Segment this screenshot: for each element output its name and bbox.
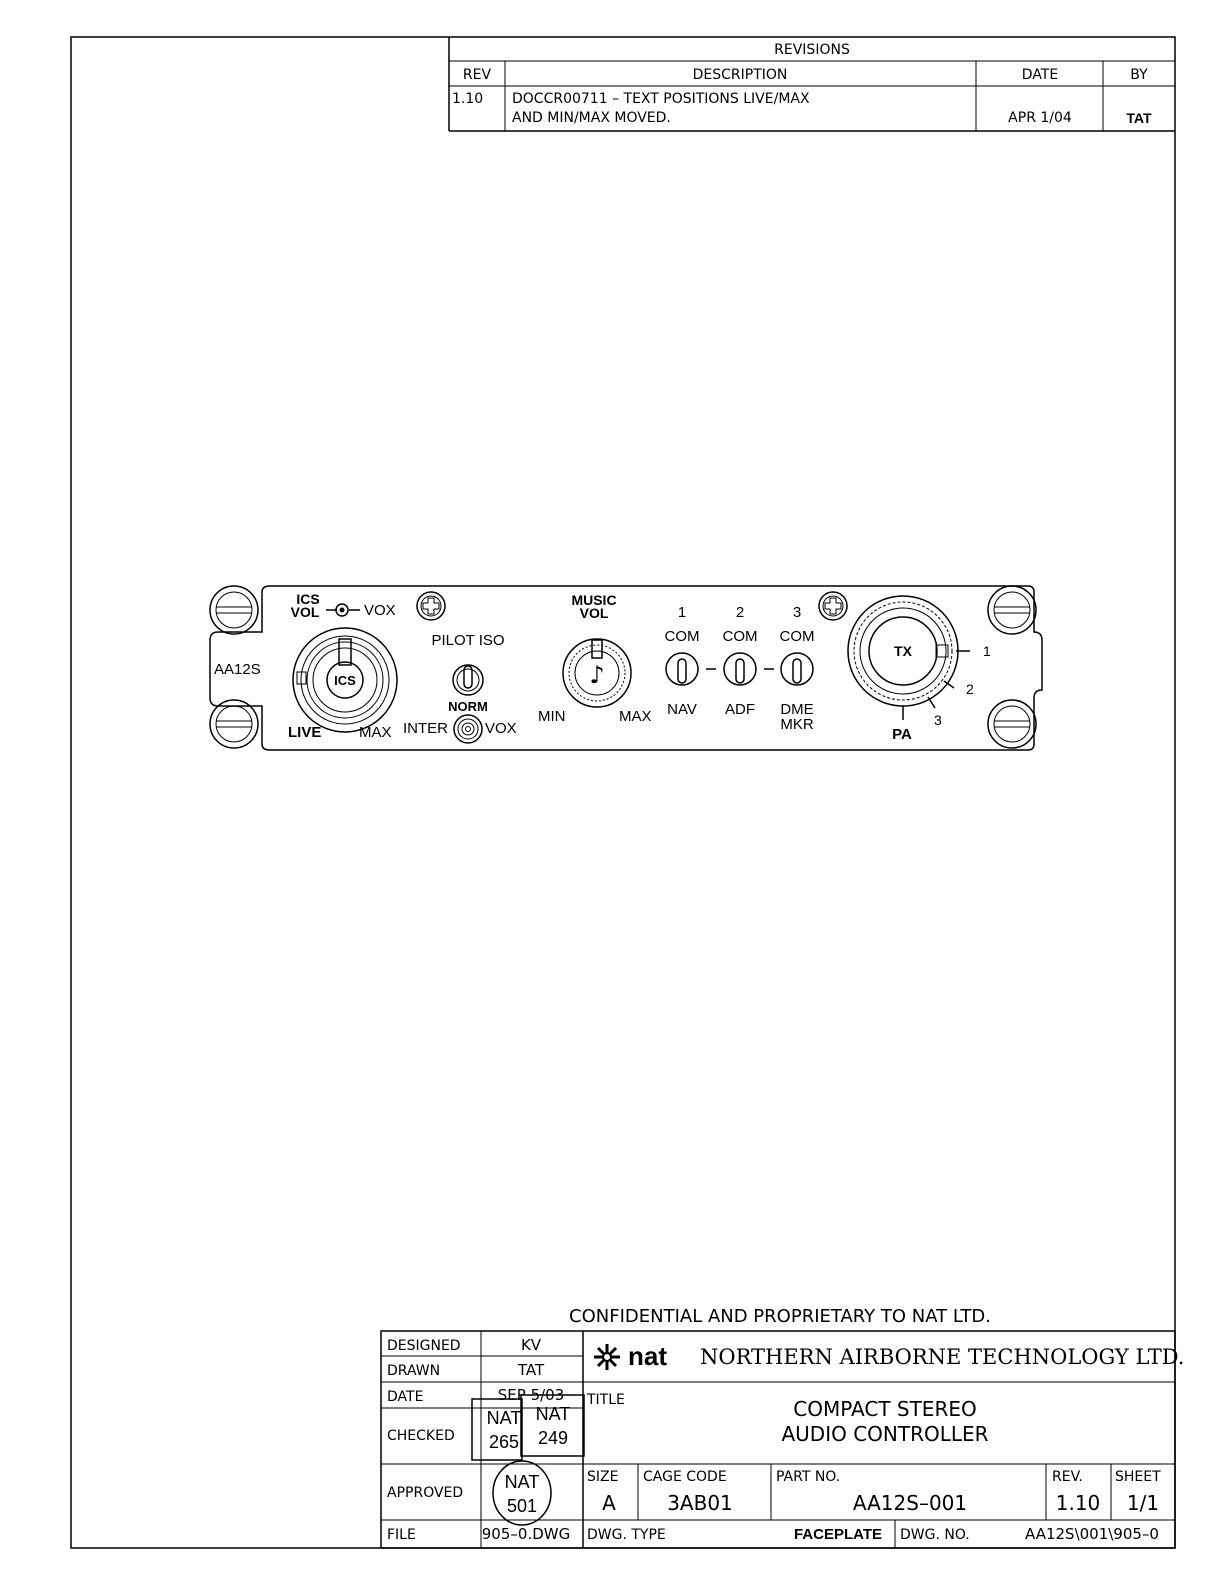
dwg-type-value: FACEPLATE — [793, 1526, 883, 1543]
ics-vol-label-line2: VOL — [290, 604, 320, 620]
max-right-label: MAX — [619, 708, 652, 725]
dwg-no-label: DWG. NO. — [900, 1527, 970, 1543]
com-switch-2 — [723, 604, 758, 718]
nat-logo-icon — [594, 1341, 667, 1371]
tx-label: TX — [894, 643, 912, 659]
rev-header: REV — [462, 67, 492, 83]
rev-value: 1.10 — [452, 91, 484, 107]
vox-bottom-label: VOX — [485, 720, 517, 737]
svg-text:501: 501 — [506, 1496, 538, 1516]
revisions-title: REVISIONS — [774, 42, 850, 58]
mount-screw-top-left — [210, 586, 258, 634]
inspection-stamp-501 — [493, 1461, 551, 1525]
sheet-label: SHEET — [1115, 1469, 1161, 1485]
designed-value: KV — [520, 1336, 542, 1354]
description-line-1: DOCCR00711 – TEXT POSITIONS LIVE/MAX — [512, 91, 810, 107]
file-label: FILE — [387, 1527, 416, 1543]
file-value: 905–0.DWG — [481, 1525, 571, 1543]
inspection-stamp-249 — [521, 1395, 584, 1456]
norm-label: NORM — [448, 699, 488, 714]
svg-text:NAT: NAT — [486, 1408, 522, 1428]
phillips-screw-left — [417, 592, 445, 620]
faceplate-drawing — [210, 586, 1042, 750]
revision-date: APR 1/04 — [1008, 110, 1072, 126]
vox-top-label: VOX — [364, 602, 396, 619]
live-label: LIVE — [288, 724, 322, 741]
date-header: DATE — [1021, 67, 1059, 83]
svg-text:249: 249 — [537, 1428, 569, 1448]
tx-position-2-label: 2 — [966, 681, 974, 697]
switch-2-bottom-label: ADF — [725, 701, 755, 718]
ics-knob-label: ICS — [334, 673, 356, 688]
switch-3-bottom-label-2: MKR — [780, 716, 814, 733]
switch-3-number: 3 — [792, 604, 802, 621]
part-no-value: AA12S–001 — [852, 1491, 968, 1515]
switch-2-number: 2 — [735, 604, 745, 621]
cage-code-label: CAGE CODE — [643, 1469, 727, 1485]
mount-screw-bottom-right — [988, 700, 1036, 748]
tx-position-3-label: 3 — [934, 712, 942, 728]
revisions-table — [449, 37, 1175, 131]
switch-2-top-label: COM — [722, 628, 758, 645]
pilot-iso-label: PILOT ISO — [431, 632, 505, 649]
music-note-icon: ♪ — [589, 661, 605, 689]
rev-value-title: 1.10 — [1055, 1491, 1101, 1515]
title-block — [381, 1331, 1184, 1548]
ics-vox-selector-icon — [326, 604, 360, 616]
model-label: AA12S — [214, 661, 261, 678]
drawn-label: DRAWN — [387, 1363, 441, 1379]
svg-text:NAT: NAT — [535, 1404, 571, 1424]
logo-text: nat — [628, 1341, 667, 1371]
company-name: NORTHERN AIRBORNE TECHNOLOGY LTD. — [700, 1345, 1185, 1369]
rev-label: REV. — [1052, 1469, 1083, 1485]
dwg-type-label: DWG. TYPE — [587, 1527, 666, 1543]
drawing-title-line1: COMPACT STEREO — [793, 1397, 977, 1421]
com-switch-3 — [780, 604, 815, 733]
switch-1-top-label: COM — [664, 628, 700, 645]
title-label: TITLE — [587, 1392, 625, 1408]
switch-1-bottom-label: NAV — [667, 701, 697, 718]
switch-3-top-label: COM — [779, 628, 815, 645]
designed-label: DESIGNED — [387, 1338, 461, 1354]
music-label-line1: MUSIC — [571, 592, 617, 608]
description-header: DESCRIPTION — [692, 67, 788, 83]
confidential-note: CONFIDENTIAL AND PROPRIETARY TO NAT LTD. — [569, 1306, 991, 1327]
max-left-label: MAX — [359, 724, 392, 741]
ics-vol-label-line1: ICS — [296, 591, 320, 607]
description-line-2: AND MIN/MAX MOVED. — [512, 110, 671, 126]
music-label-line2: VOL — [579, 605, 609, 621]
dwg-no-value: AA12S\001\905–0 — [1025, 1525, 1159, 1543]
size-value: A — [602, 1491, 616, 1515]
tx-position-1-label: 1 — [983, 643, 991, 659]
date-value: SEP 5/03 — [497, 1386, 565, 1404]
svg-text:265: 265 — [488, 1432, 520, 1452]
music-volume-knob — [563, 639, 631, 707]
drawing-title-line2: AUDIO CONTROLLER — [781, 1422, 989, 1446]
sheet-value: 1/1 — [1126, 1491, 1160, 1515]
tx-pa-label: PA — [892, 726, 912, 743]
checked-label: CHECKED — [387, 1428, 455, 1444]
tx-rotary-selector — [848, 596, 970, 720]
min-label: MIN — [538, 708, 566, 725]
svg-text:NAT: NAT — [504, 1472, 540, 1492]
mount-screw-bottom-left — [210, 700, 258, 748]
date-label: DATE — [387, 1389, 424, 1405]
part-no-label: PART NO. — [776, 1469, 841, 1485]
drawn-value: TAT — [517, 1361, 545, 1379]
switch-1-number: 1 — [677, 604, 687, 621]
approved-label: APPROVED — [387, 1485, 464, 1501]
size-label: SIZE — [587, 1469, 619, 1485]
intercom-jack-icon — [454, 715, 482, 743]
by-header: BY — [1130, 67, 1148, 83]
phillips-screw-right — [819, 592, 847, 620]
inter-label: INTER — [403, 720, 448, 737]
com-switch-1 — [665, 604, 700, 718]
cage-code-value: 3AB01 — [667, 1491, 733, 1515]
ics-volume-knob — [293, 628, 397, 732]
switch-3-bottom-label-1: DME — [780, 701, 814, 718]
pilot-iso-toggle-switch — [453, 665, 483, 695]
revision-by: TAT — [1126, 110, 1152, 126]
mount-screw-top-right — [988, 586, 1036, 634]
